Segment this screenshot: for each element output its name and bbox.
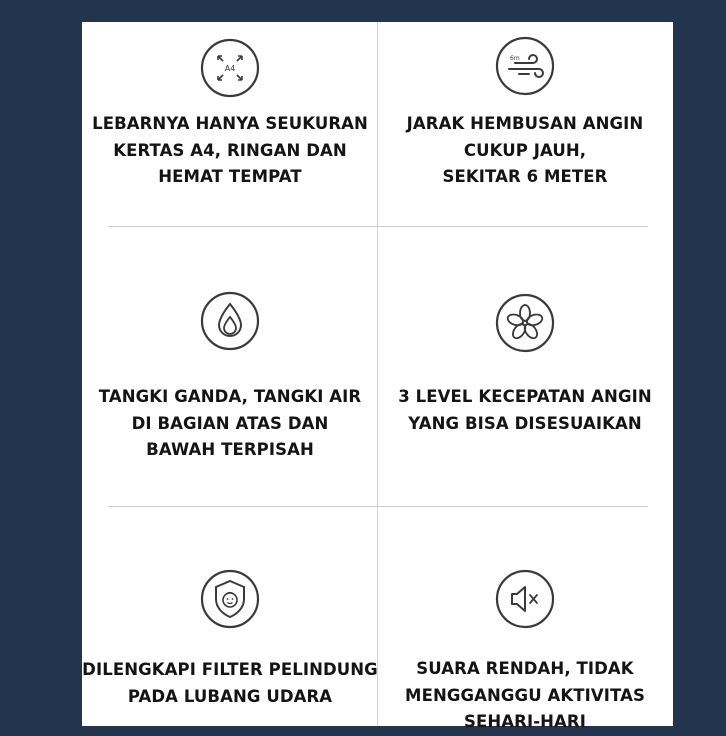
feature-a4-size — [82, 22, 378, 226]
feature-text: TANGKI GANDA, TANGKI AIR DI BAGIAN ATAS DAN BAWAH TERPISAH — [98, 387, 362, 459]
feature-text: DILENGKAPI FILTER PELINDUNG PADA LUBANG UDARA — [82, 660, 378, 706]
feature-text: SUARA RENDAH, TIDAK MENGGANGGU AKTIVITAS SEHARI-HARI — [405, 659, 645, 731]
fan-speed-icon — [495, 293, 555, 353]
filter-shield-icon — [200, 569, 260, 629]
feature-text: LEBARNYA HANYA SEUKURAN KERTAS A4, RINGAN DAN HEMAT TEMPAT — [92, 114, 368, 186]
feature-low-noise — [377, 507, 673, 731]
feature-filter-shield — [82, 507, 378, 726]
feature-text: JARAK HEMBUSAN ANGIN CUKUP JAUH, SEKITAR 6 METER — [406, 114, 644, 186]
svg-text:6m: 6m — [510, 55, 520, 62]
feature-wind-distance — [377, 22, 673, 226]
feature-fan-speed — [377, 227, 673, 506]
feature-water-tank — [82, 227, 378, 506]
water-tank-icon — [200, 291, 260, 351]
feature-card — [82, 22, 673, 731]
mute-speaker-icon — [495, 569, 555, 629]
feature-text: 3 LEVEL KECEPATAN ANGIN YANG BISA DISESUAIKAN — [398, 387, 652, 433]
a4-size-icon — [200, 38, 260, 98]
svg-text:A4: A4 — [224, 64, 236, 73]
wind-distance-icon — [495, 36, 555, 96]
